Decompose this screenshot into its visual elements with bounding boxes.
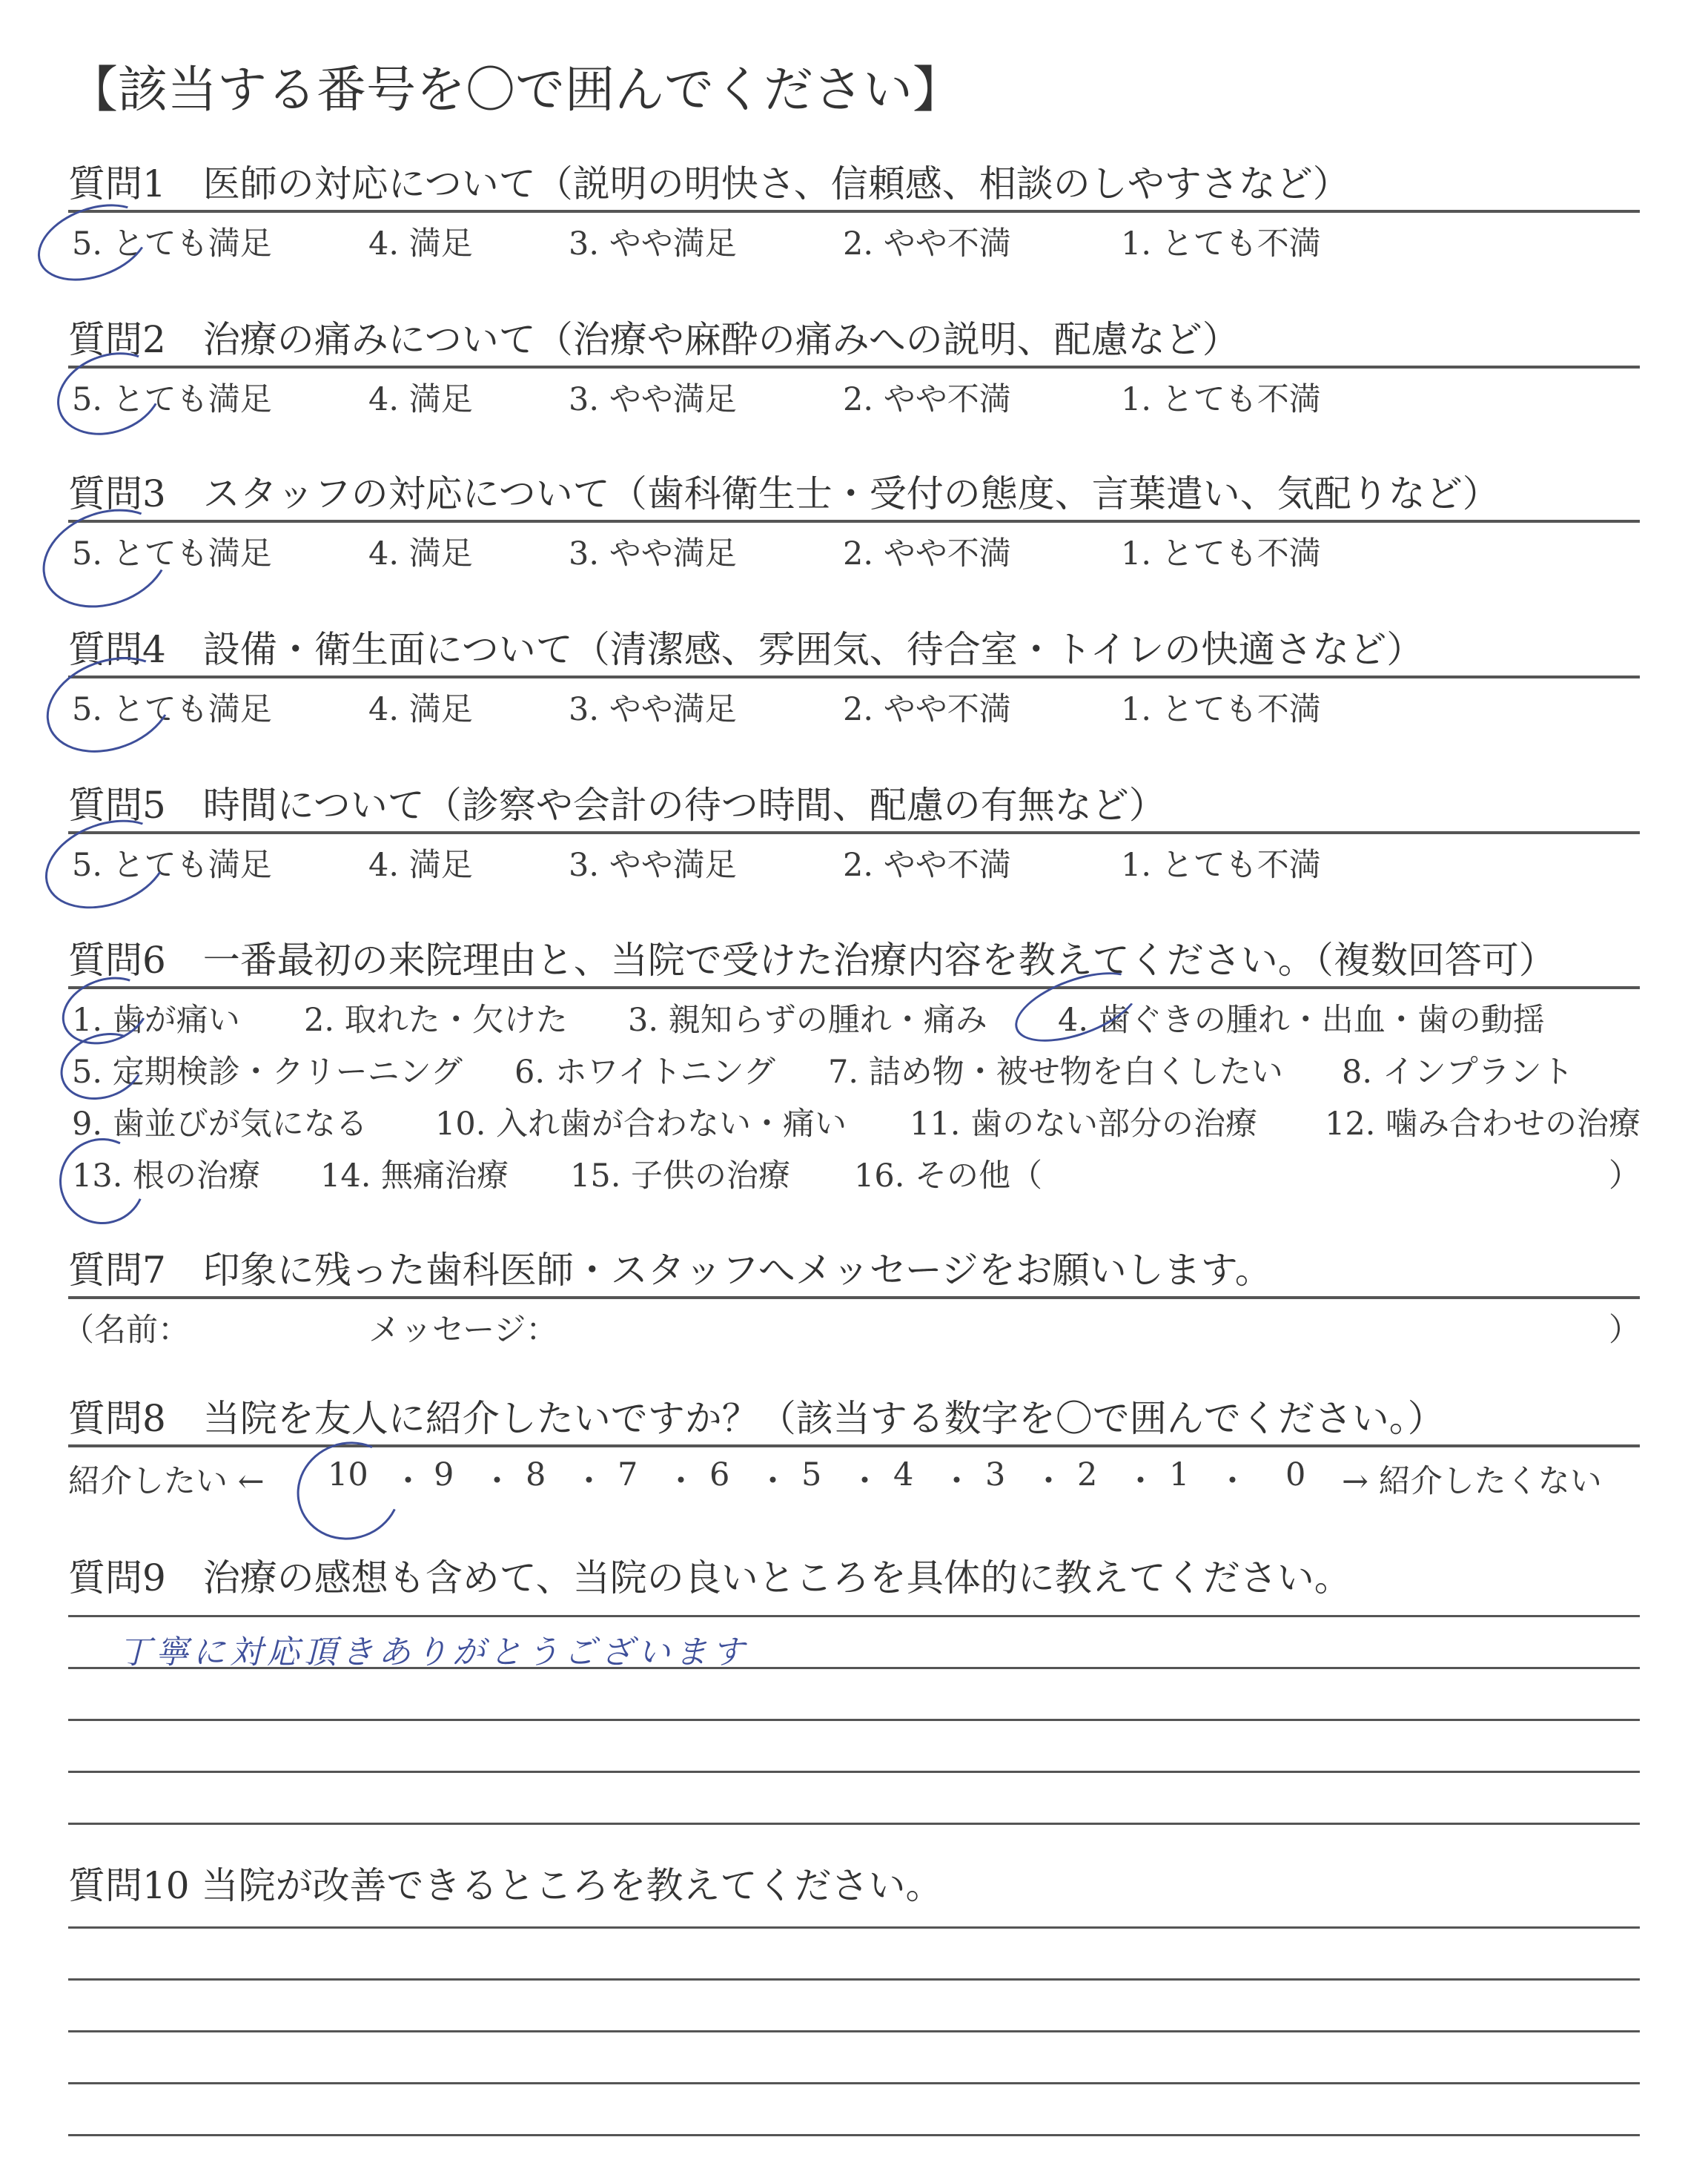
- scale-right-label: → 紹介したくない: [1342, 1463, 1602, 1500]
- scale-separator: ・: [392, 1463, 424, 1500]
- option-3[interactable]: 3. やや満足: [569, 691, 737, 728]
- scale-value[interactable]: 9: [434, 1456, 454, 1493]
- question-5-options: [68, 834, 1640, 884]
- option-2[interactable]: 2. やや不満: [843, 381, 1011, 418]
- option-3[interactable]: 3. やや満足: [569, 847, 737, 884]
- answer-line: [68, 2030, 1640, 2032]
- question-10-title: 質問10 当院が改善できるところを教えてください。: [68, 1864, 943, 1907]
- question-4-title: 質問4 設備・衛生面について（清潔感、雰囲気、待合室・トイレの快適さなど）: [68, 628, 1424, 671]
- close-paren: ）: [1609, 1157, 1641, 1195]
- question-8-title: 質問8 当院を友人に紹介したいですか？（該当する数字を〇で囲んでください。）: [68, 1397, 1445, 1440]
- scale-value[interactable]: 2: [1077, 1456, 1098, 1493]
- scale-value[interactable]: 1: [1169, 1456, 1190, 1493]
- option-2[interactable]: 2. やや不満: [843, 691, 1011, 728]
- option-3[interactable]: 3. やや満足: [569, 535, 737, 572]
- option-5[interactable]: 5. とても満足: [72, 847, 272, 884]
- option-4[interactable]: 4. 満足: [368, 691, 473, 728]
- answer-line: [68, 2134, 1640, 2136]
- scale-separator: ・: [1033, 1463, 1065, 1500]
- scale-separator: ・: [573, 1463, 605, 1500]
- question-6-row-2: [68, 1041, 1640, 1093]
- option-2[interactable]: 2. やや不満: [843, 535, 1011, 572]
- reason-option[interactable]: 1. 歯が痛い: [72, 1002, 240, 1039]
- question-1-options: [68, 213, 1640, 262]
- question-7: [62, 1246, 1641, 1349]
- reason-option[interactable]: 3. 親知らずの腫れ・痛み: [628, 1002, 987, 1039]
- question-6: [68, 936, 1640, 1197]
- option-4[interactable]: 4. 満足: [368, 847, 473, 884]
- reason-option[interactable]: 15. 子供の治療: [570, 1157, 791, 1195]
- question-10: [68, 1861, 1640, 1910]
- option-2[interactable]: 2. やや不満: [843, 847, 1011, 884]
- option-4[interactable]: 4. 満足: [368, 381, 473, 418]
- reason-option[interactable]: 7. 詰め物・被せ物を白くしたい: [828, 1054, 1283, 1091]
- question-6-row-3: [68, 1093, 1640, 1145]
- option-5[interactable]: 5. とても満足: [72, 535, 272, 572]
- scale-value[interactable]: 10: [328, 1456, 368, 1493]
- question-2-title: 質問2 治療の痛みについて（治療や麻酔の痛みへの説明、配慮など）: [68, 318, 1239, 361]
- name-label: （名前：: [62, 1312, 190, 1349]
- question-4: [68, 625, 1640, 728]
- reason-option[interactable]: 4. 歯ぐきの腫れ・出血・歯の動揺: [1058, 1002, 1545, 1039]
- scale-value[interactable]: 7: [618, 1456, 638, 1493]
- question-1: [68, 159, 1640, 262]
- question-5-title: 質問5 時間について（診察や会計の待つ時間、配慮の有無など）: [68, 784, 1166, 827]
- reason-option[interactable]: 16. その他（: [854, 1157, 1043, 1195]
- option-1[interactable]: 1. とても不満: [1121, 847, 1321, 884]
- option-3[interactable]: 3. やや満足: [569, 225, 737, 262]
- question-4-options: [68, 678, 1640, 728]
- answer-line: [68, 1719, 1640, 1721]
- page-title: 【該当する番号を〇で囲んでください】: [68, 61, 962, 119]
- scale-separator: ・: [665, 1463, 697, 1500]
- question-6-row-4: [68, 1145, 1640, 1197]
- question-7-fields: [62, 1299, 1641, 1349]
- reason-option[interactable]: 6. ホワイトニング: [514, 1054, 775, 1091]
- reason-option[interactable]: 14. 無痛治療: [320, 1157, 509, 1195]
- scale-value[interactable]: 8: [526, 1456, 546, 1493]
- answer-line: [68, 1615, 1640, 1617]
- question-2-options: [68, 369, 1640, 418]
- reason-option[interactable]: 2. 取れた・欠けた: [304, 1002, 568, 1039]
- scale-separator: ・: [849, 1463, 881, 1500]
- reason-option[interactable]: 11. 歯のない部分の治療: [910, 1106, 1258, 1143]
- reason-option[interactable]: 10. 入れ歯が合わない・痛い: [435, 1106, 847, 1143]
- question-2: [68, 315, 1640, 418]
- scale-separator: ・: [941, 1463, 973, 1500]
- answer-line: [68, 1978, 1640, 1981]
- option-3[interactable]: 3. やや満足: [569, 381, 737, 418]
- option-4[interactable]: 4. 満足: [368, 535, 473, 572]
- scale-separator: ・: [481, 1463, 513, 1500]
- scale-value[interactable]: 3: [985, 1456, 1006, 1493]
- question-3-title: 質問3 スタッフの対応について（歯科衛生士・受付の態度、言葉遣い、気配りなど）: [68, 472, 1500, 515]
- scale-value[interactable]: 4: [893, 1456, 914, 1493]
- option-2[interactable]: 2. やや不満: [843, 225, 1011, 262]
- option-5[interactable]: 5. とても満足: [72, 691, 272, 728]
- option-1[interactable]: 1. とても不満: [1121, 225, 1321, 262]
- question-1-title: 質問1 医師の対応について（説明の明快さ、信頼感、相談のしやすさなど）: [68, 162, 1350, 205]
- question-3: [68, 469, 1640, 572]
- option-1[interactable]: 1. とても不満: [1121, 535, 1321, 572]
- reason-option[interactable]: 13. 根の治療: [72, 1157, 261, 1195]
- reason-option[interactable]: 12. 噛み合わせの治療: [1325, 1106, 1641, 1143]
- reason-option[interactable]: 5. 定期検診・クリーニング: [72, 1054, 463, 1091]
- option-1[interactable]: 1. とても不満: [1121, 381, 1321, 418]
- question-6-row-1: [68, 989, 1640, 1041]
- reason-option[interactable]: 8. インプラント: [1342, 1054, 1574, 1091]
- scale-value[interactable]: 0: [1285, 1456, 1306, 1493]
- option-4[interactable]: 4. 満足: [368, 225, 473, 262]
- answer-line: [68, 1771, 1640, 1773]
- scale-separator: ・: [1217, 1463, 1248, 1500]
- close-paren: ）: [1609, 1312, 1641, 1349]
- option-5[interactable]: 5. とても満足: [72, 225, 272, 262]
- scale-left-label: 紹介したい ←: [68, 1463, 265, 1500]
- question-9: [68, 1553, 1640, 1602]
- scale-value[interactable]: 5: [801, 1456, 822, 1493]
- question-9-title: 質問9 治療の感想も含めて、当院の良いところを具体的に教えてください。: [68, 1556, 1351, 1599]
- scale-separator: ・: [1125, 1463, 1156, 1500]
- answer-line: [68, 1926, 1640, 1929]
- question-3-options: [68, 523, 1640, 572]
- handwritten-answer[interactable]: 丁寧に対応頂きありがとうございます: [119, 1634, 749, 1671]
- question-7-title: 質問7 印象に残った歯科医師・スタッフへメッセージをお願いします。: [68, 1249, 1272, 1292]
- scale-separator: ・: [757, 1463, 789, 1500]
- answer-line: [68, 2082, 1640, 2084]
- question-6-title: 質問6 一番最初の来院理由と、当院で受けた治療内容を教えてください。（複数回答可）: [68, 939, 1556, 982]
- option-5[interactable]: 5. とても満足: [72, 381, 272, 418]
- answer-line: [68, 1823, 1640, 1825]
- message-label[interactable]: メッセージ：: [368, 1312, 558, 1349]
- option-1[interactable]: 1. とても不満: [1121, 691, 1321, 728]
- reason-option[interactable]: 9. 歯並びが気になる: [72, 1106, 368, 1143]
- question-5: [68, 781, 1640, 884]
- scale-value[interactable]: 6: [709, 1456, 730, 1493]
